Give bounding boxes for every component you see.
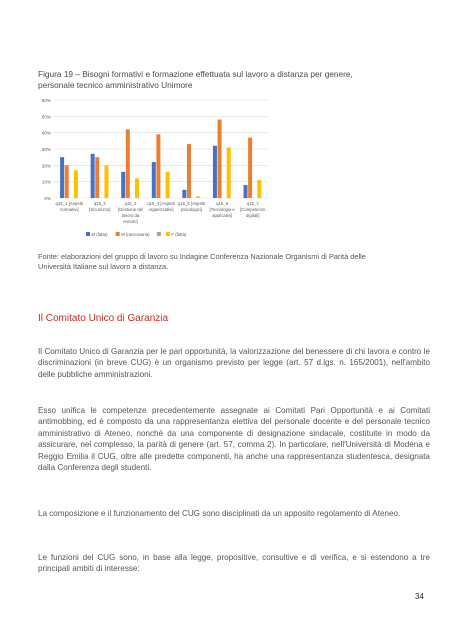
legend-swatch: [157, 232, 161, 236]
x-tick-label: q15_1 [Aspetti: [55, 201, 84, 206]
x-tick-label: [Sicurezza]: [89, 207, 111, 212]
bar: [121, 172, 125, 198]
x-tick-label: normativi]: [59, 207, 79, 212]
x-tick-label: q15_5 [Aspetti: [177, 201, 206, 206]
paragraph-cug-composition: Esso unifica le competenze precedentemente assegnate ai Comitati Pari Opportunità e ai Comitati antimobbing, ed è composto da una rappresentanza elettiva del personale docente e del personale tecnico amministrativo di Ateneo, nonché da una componente di designazione sindacale, costituite in modo da assicurare, nel complesso, la parità di genere (art. 57, comma 2). In particolare, nell'Università di Modena e Reggio Emilia il CUG, oltre alle predette componenti, ha anche una rappresentanza studentesca, designata dalla Conferenza degli studenti.: [38, 406, 430, 473]
x-tick-label: q15_4 [Aspetti: [147, 201, 175, 206]
section-heading: Il Comitato Unico di Garanzia: [38, 313, 169, 324]
bar: [218, 120, 222, 198]
bar: [213, 146, 217, 198]
bar: [126, 129, 130, 198]
legend-swatch: [116, 232, 120, 236]
bar: [74, 170, 78, 198]
bar: [152, 162, 156, 198]
legend-swatch: [166, 232, 170, 236]
bar: [65, 165, 69, 198]
x-tick-label: organizzativi]: [148, 207, 174, 212]
x-tick-label: q15_2: [93, 201, 106, 206]
x-tick-label: q15_7: [246, 201, 259, 206]
y-tick-label: 0%: [44, 196, 51, 201]
figure-source-line-2: Università Italiane sul lavoro a distanza.: [38, 262, 169, 272]
x-tick-label: [Tecnologia e: [209, 207, 235, 212]
page-number: 34: [415, 592, 424, 601]
bar: [91, 154, 95, 198]
bar: [135, 178, 139, 198]
figure-source-line-1: Fonte: elaborazioni del gruppo di lavoro su Indagine Conferenza Nazionale Organismi di Parità delle: [38, 252, 366, 261]
x-tick-label: applicativi]: [212, 213, 233, 218]
legend-label: F (fatta): [171, 232, 187, 237]
bar: [227, 147, 231, 198]
paragraph-cug-functions: Le funzioni del CUG sono, in base alla legge, propositive, consultive e di verifica, e si estendono a tre principali ambiti di interesse:: [38, 553, 430, 574]
y-tick-label: 50%: [41, 114, 51, 120]
figure-source: [38, 252, 428, 273]
figure-caption-line-1: Figura 19 – Bisogni formativi e formazione effettuata sul lavoro a distanza per genere,: [38, 69, 353, 79]
bar: [166, 172, 170, 198]
y-tick-label: 20%: [41, 163, 51, 169]
y-tick-label: 10%: [41, 179, 51, 185]
bar-chart-svg: [34, 94, 274, 249]
bar: [95, 157, 99, 198]
bar: [257, 180, 261, 198]
paragraph-cug-regulation: La composizione e il funzionamento del CUG sono disciplinati da un apposito regolamento di Ateneo.: [38, 509, 401, 518]
figure-caption: [38, 69, 418, 92]
x-tick-label: psicologici]: [181, 207, 203, 212]
paragraph-cug-definition: Il Comitato Unico di Garanzia per le pari opportunità, la valorizzazione del benessere di chi lavora e contro le discriminazioni (in breve CUG) è un organismo previsto per legge (art. 57 d.lgs. n. 165/2001), nell'ambito delle pubbliche amministrazioni.: [38, 347, 430, 379]
x-tick-label: q15_3: [124, 201, 137, 206]
y-tick-label: 30%: [41, 147, 51, 152]
y-tick-label: 40%: [41, 130, 51, 136]
legend-label: M (necessaria): [121, 232, 150, 237]
bar-chart: [34, 94, 274, 249]
bar: [104, 165, 108, 198]
bar: [187, 144, 191, 198]
legend-label: M (fatta): [91, 232, 108, 237]
x-tick-label: digitali]: [246, 213, 260, 218]
x-tick-label: q15_6: [216, 201, 229, 206]
legend-swatch: [86, 232, 90, 236]
y-tick-label: 60%: [41, 98, 51, 103]
figure-caption-line-2: personale tecnico amministrativo Unimore: [38, 80, 193, 91]
bar: [248, 138, 252, 198]
bar: [244, 185, 248, 198]
bar: [196, 196, 200, 198]
bar: [182, 190, 186, 198]
bar: [60, 157, 64, 198]
bar: [156, 134, 160, 198]
x-tick-label: lavoro da: [121, 213, 140, 218]
x-tick-label: [Gestione del: [117, 207, 144, 212]
x-tick-label: remoto]: [123, 219, 138, 224]
x-tick-label: [Competenze: [239, 207, 266, 212]
